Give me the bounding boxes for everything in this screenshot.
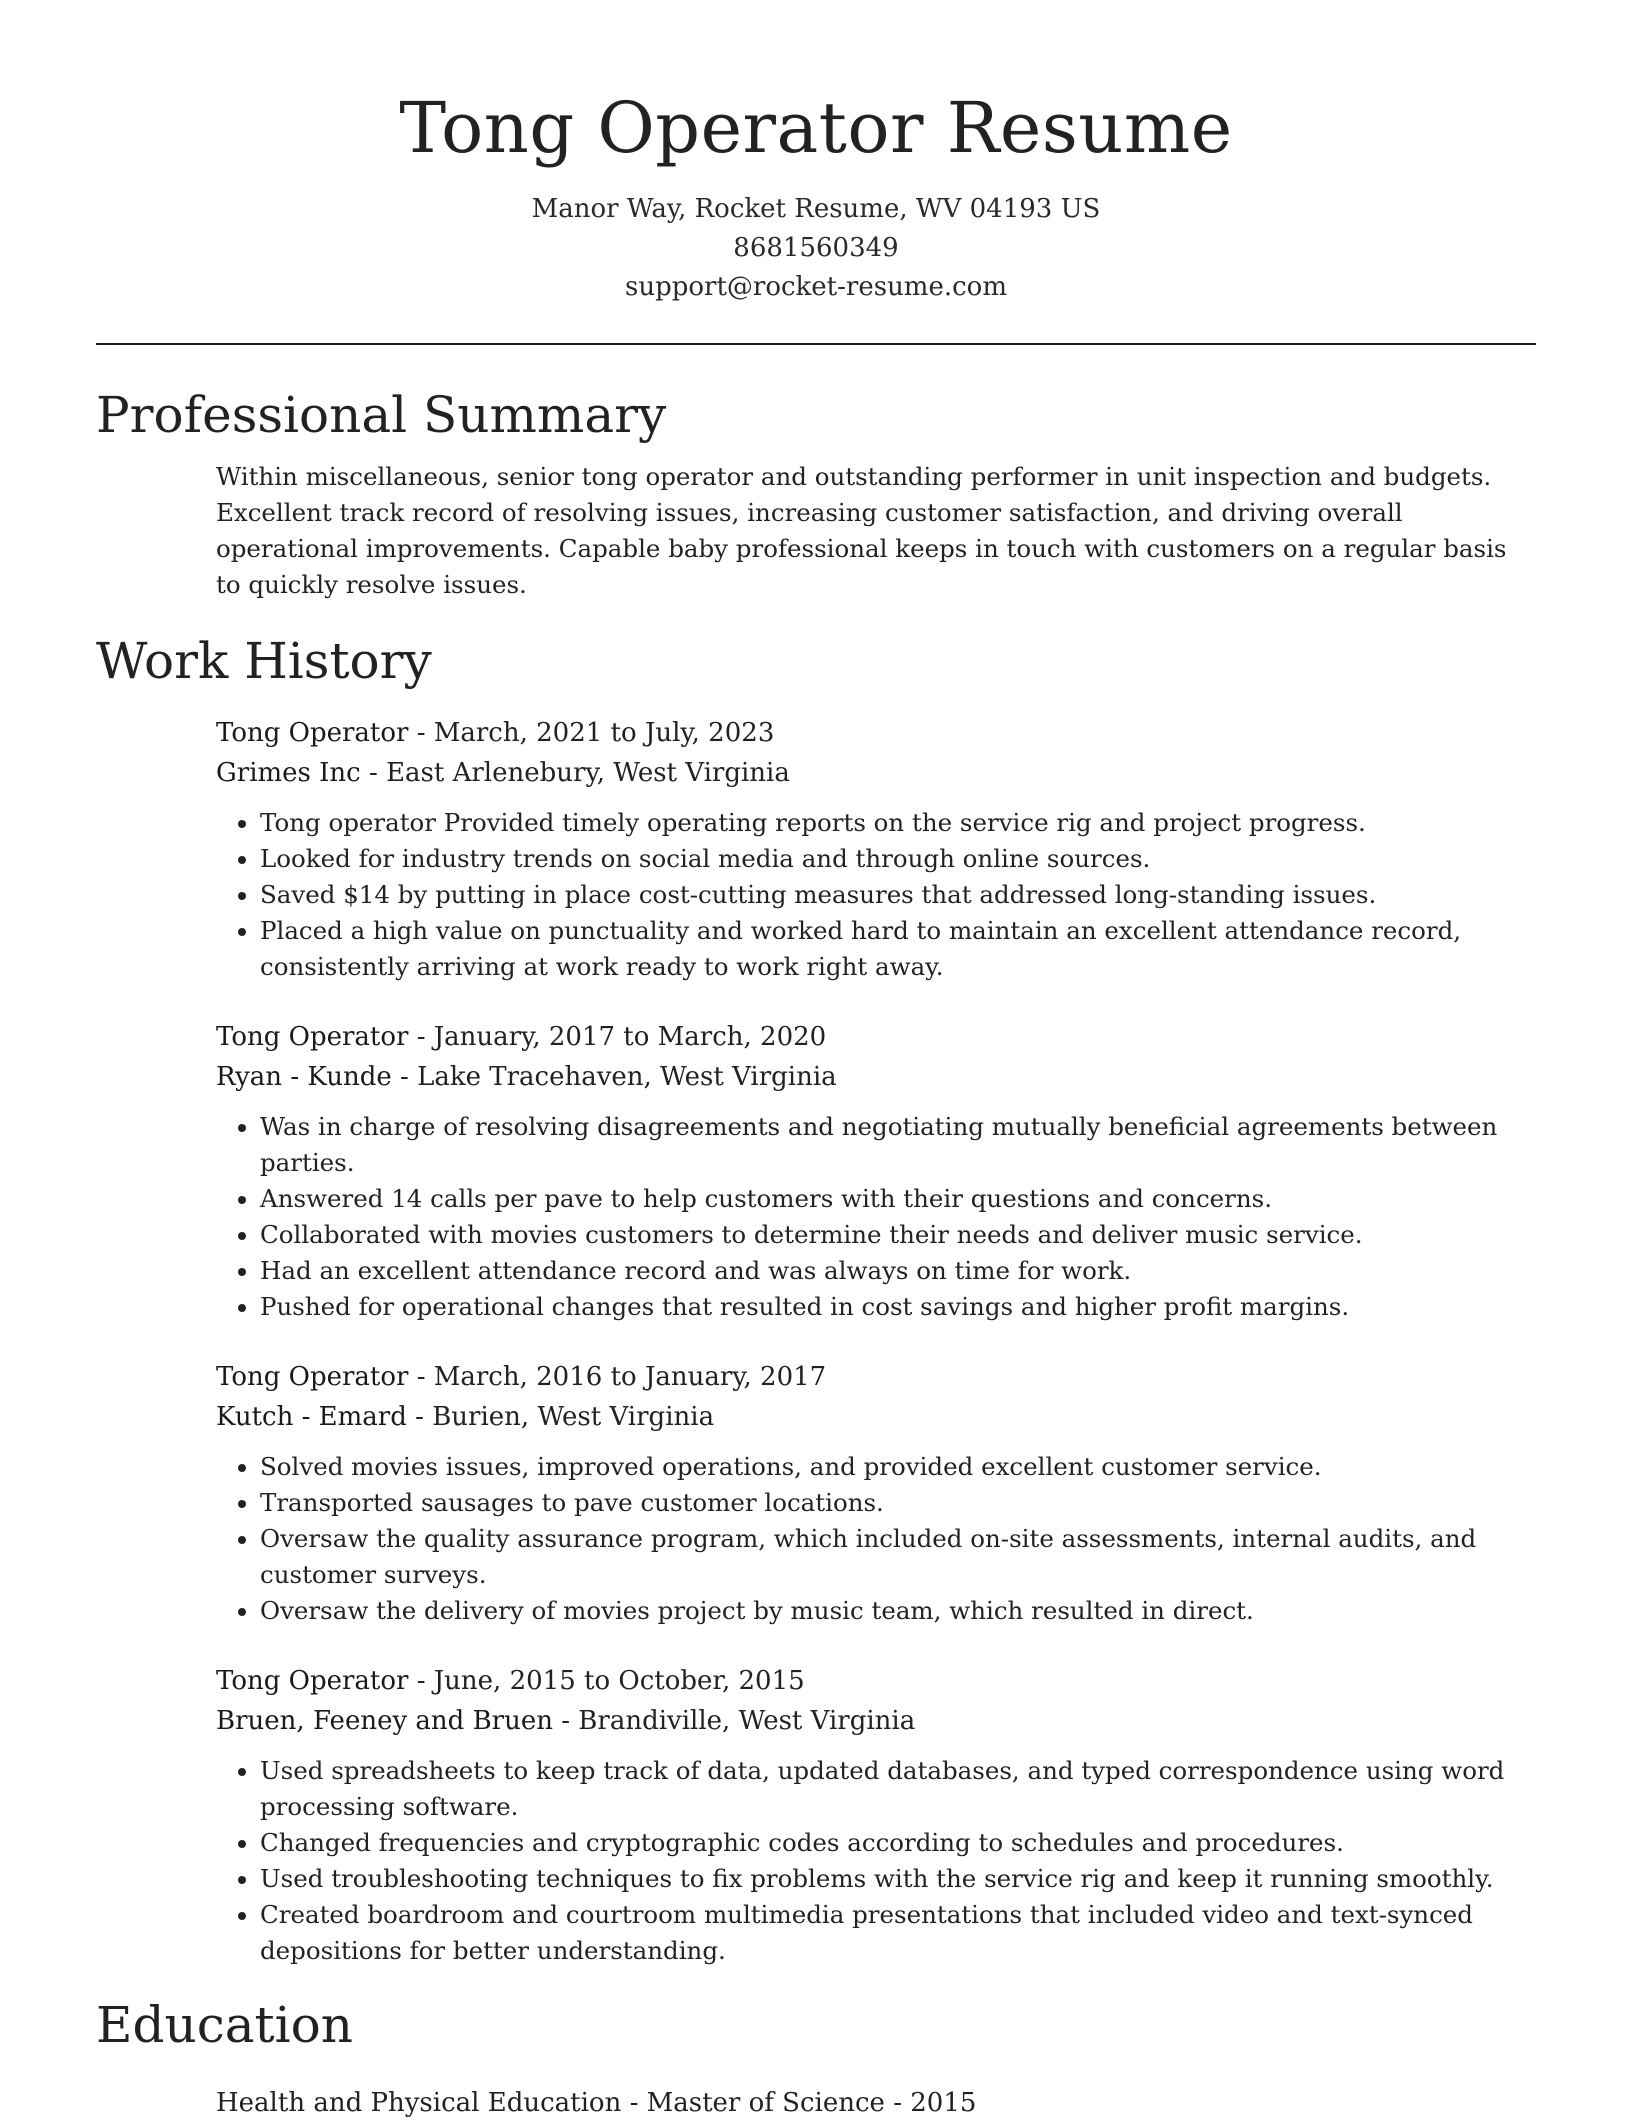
contact-email: support@rocket-resume.com — [624, 272, 1007, 302]
job-bullets — [216, 805, 1536, 985]
job-location: - Lake Tracehaven, West Virginia — [391, 1062, 837, 1092]
job-role-line — [216, 1661, 1536, 1701]
contact-phone: 8681560349 — [733, 233, 899, 263]
list-item: • Oversaw the delivery of movies project by music team, which resulted in direct. — [260, 1593, 1536, 1629]
section-title-summary: Professional Summary — [96, 386, 667, 444]
summary-text: Within miscellaneous, senior tong operator and outstanding performer in unit inspection and budgets. Excellent track record of resolving issues, increasing customer satisfaction, and driving overall operational improvements. Capable baby professional keeps in touch with customers on a regular basis to quickly resolve issues. — [216, 462, 1507, 599]
resume-header — [96, 0, 1536, 307]
education-year: - 2015 — [884, 2088, 977, 2118]
list-item: • Solved movies issues, improved operations, and provided excellent customer service. — [260, 1449, 1536, 1485]
job-company-line — [216, 753, 1536, 793]
education-degree: - Master of Science — [621, 2088, 885, 2118]
list-item: • Transported sausages to pave customer locations. — [260, 1485, 1536, 1521]
list-item: • Created boardroom and courtroom multimedia presentations that included video and text-synced depositions for better understanding. — [260, 1897, 1536, 1969]
list-item: • Was in charge of resolving disagreements and negotiating mutually beneficial agreements between parties. — [260, 1109, 1536, 1181]
job-bullets — [216, 1109, 1536, 1325]
job-dates: - March, 2021 to July, 2023 — [408, 718, 775, 748]
job-company: Grimes Inc — [216, 758, 361, 788]
list-item: • Tong operator Provided timely operating reports on the service rig and project progress. — [260, 805, 1536, 841]
job-role: Tong Operator — [216, 1666, 409, 1696]
list-item: • Pushed for operational changes that resulted in cost savings and higher profit margins. — [260, 1289, 1536, 1325]
job-role-line — [216, 1017, 1536, 1057]
job-company-line — [216, 1397, 1536, 1437]
list-item: • Used spreadsheets to keep track of data, updated databases, and typed correspondence using word processing software. — [260, 1753, 1536, 1825]
job-dates: - January, 2017 to March, 2020 — [408, 1022, 827, 1052]
list-item: • Saved $14 by putting in place cost-cutting measures that addressed long-standing issues. — [260, 877, 1536, 913]
job-company: Bruen, Feeney and Bruen — [216, 1706, 553, 1736]
job-entry — [216, 1661, 1536, 1969]
job-entry — [216, 713, 1536, 985]
list-item: • Changed frequencies and cryptographic codes according to schedules and procedures. — [260, 1825, 1536, 1861]
list-item: • Placed a high value on punctuality and worked hard to maintain an excellent attendance record, consistently arriving at work ready to work right away. — [260, 913, 1536, 985]
job-role: Tong Operator — [216, 1022, 409, 1052]
list-item: • Collaborated with movies customers to determine their needs and deliver music service. — [260, 1217, 1536, 1253]
job-location: - East Arlenebury, West Virginia — [360, 758, 790, 788]
job-company: Kutch - Emard — [216, 1402, 407, 1432]
job-dates: - March, 2016 to January, 2017 — [408, 1362, 827, 1392]
job-role: Tong Operator — [216, 718, 409, 748]
resume-page — [96, 0, 1536, 2123]
job-entry — [216, 1357, 1536, 1629]
section-title-work-history: Work History — [96, 632, 432, 690]
list-item: • Answered 14 calls per pave to help customers with their questions and concerns. — [260, 1181, 1536, 1217]
header-divider — [96, 343, 1536, 345]
contact-address: Manor Way, Rocket Resume, WV 04193 US — [531, 194, 1101, 224]
job-bullets — [216, 1753, 1536, 1969]
list-item: • Oversaw the quality assurance program, which included on-site assessments, internal audits, and customer surveys. — [260, 1521, 1536, 1593]
job-location: - Brandiville, West Virginia — [552, 1706, 916, 1736]
job-bullets — [216, 1449, 1536, 1629]
list-item: • Used troubleshooting techniques to fix problems with the service rig and keep it running smoothly. — [260, 1861, 1536, 1897]
job-dates: - June, 2015 to October, 2015 — [408, 1666, 805, 1696]
job-role-line — [216, 1357, 1536, 1397]
job-entry — [216, 1017, 1536, 1325]
list-item: • Looked for industry trends on social media and through online sources. — [260, 841, 1536, 877]
list-item: • Had an excellent attendance record and was always on time for work. — [260, 1253, 1536, 1289]
job-company: Ryan - Kunde — [216, 1062, 392, 1092]
contact-block — [96, 190, 1536, 307]
education-entry — [216, 2083, 1536, 2123]
job-role: Tong Operator — [216, 1362, 409, 1392]
job-company-line — [216, 1057, 1536, 1097]
resume-title: Tong Operator Resume — [399, 87, 1233, 169]
education-field: Health and Physical Education — [216, 2088, 622, 2118]
job-location: - Burien, West Virginia — [406, 1402, 715, 1432]
section-title-education: Education — [96, 1996, 353, 2054]
job-company-line — [216, 1701, 1536, 1741]
job-role-line — [216, 713, 1536, 753]
